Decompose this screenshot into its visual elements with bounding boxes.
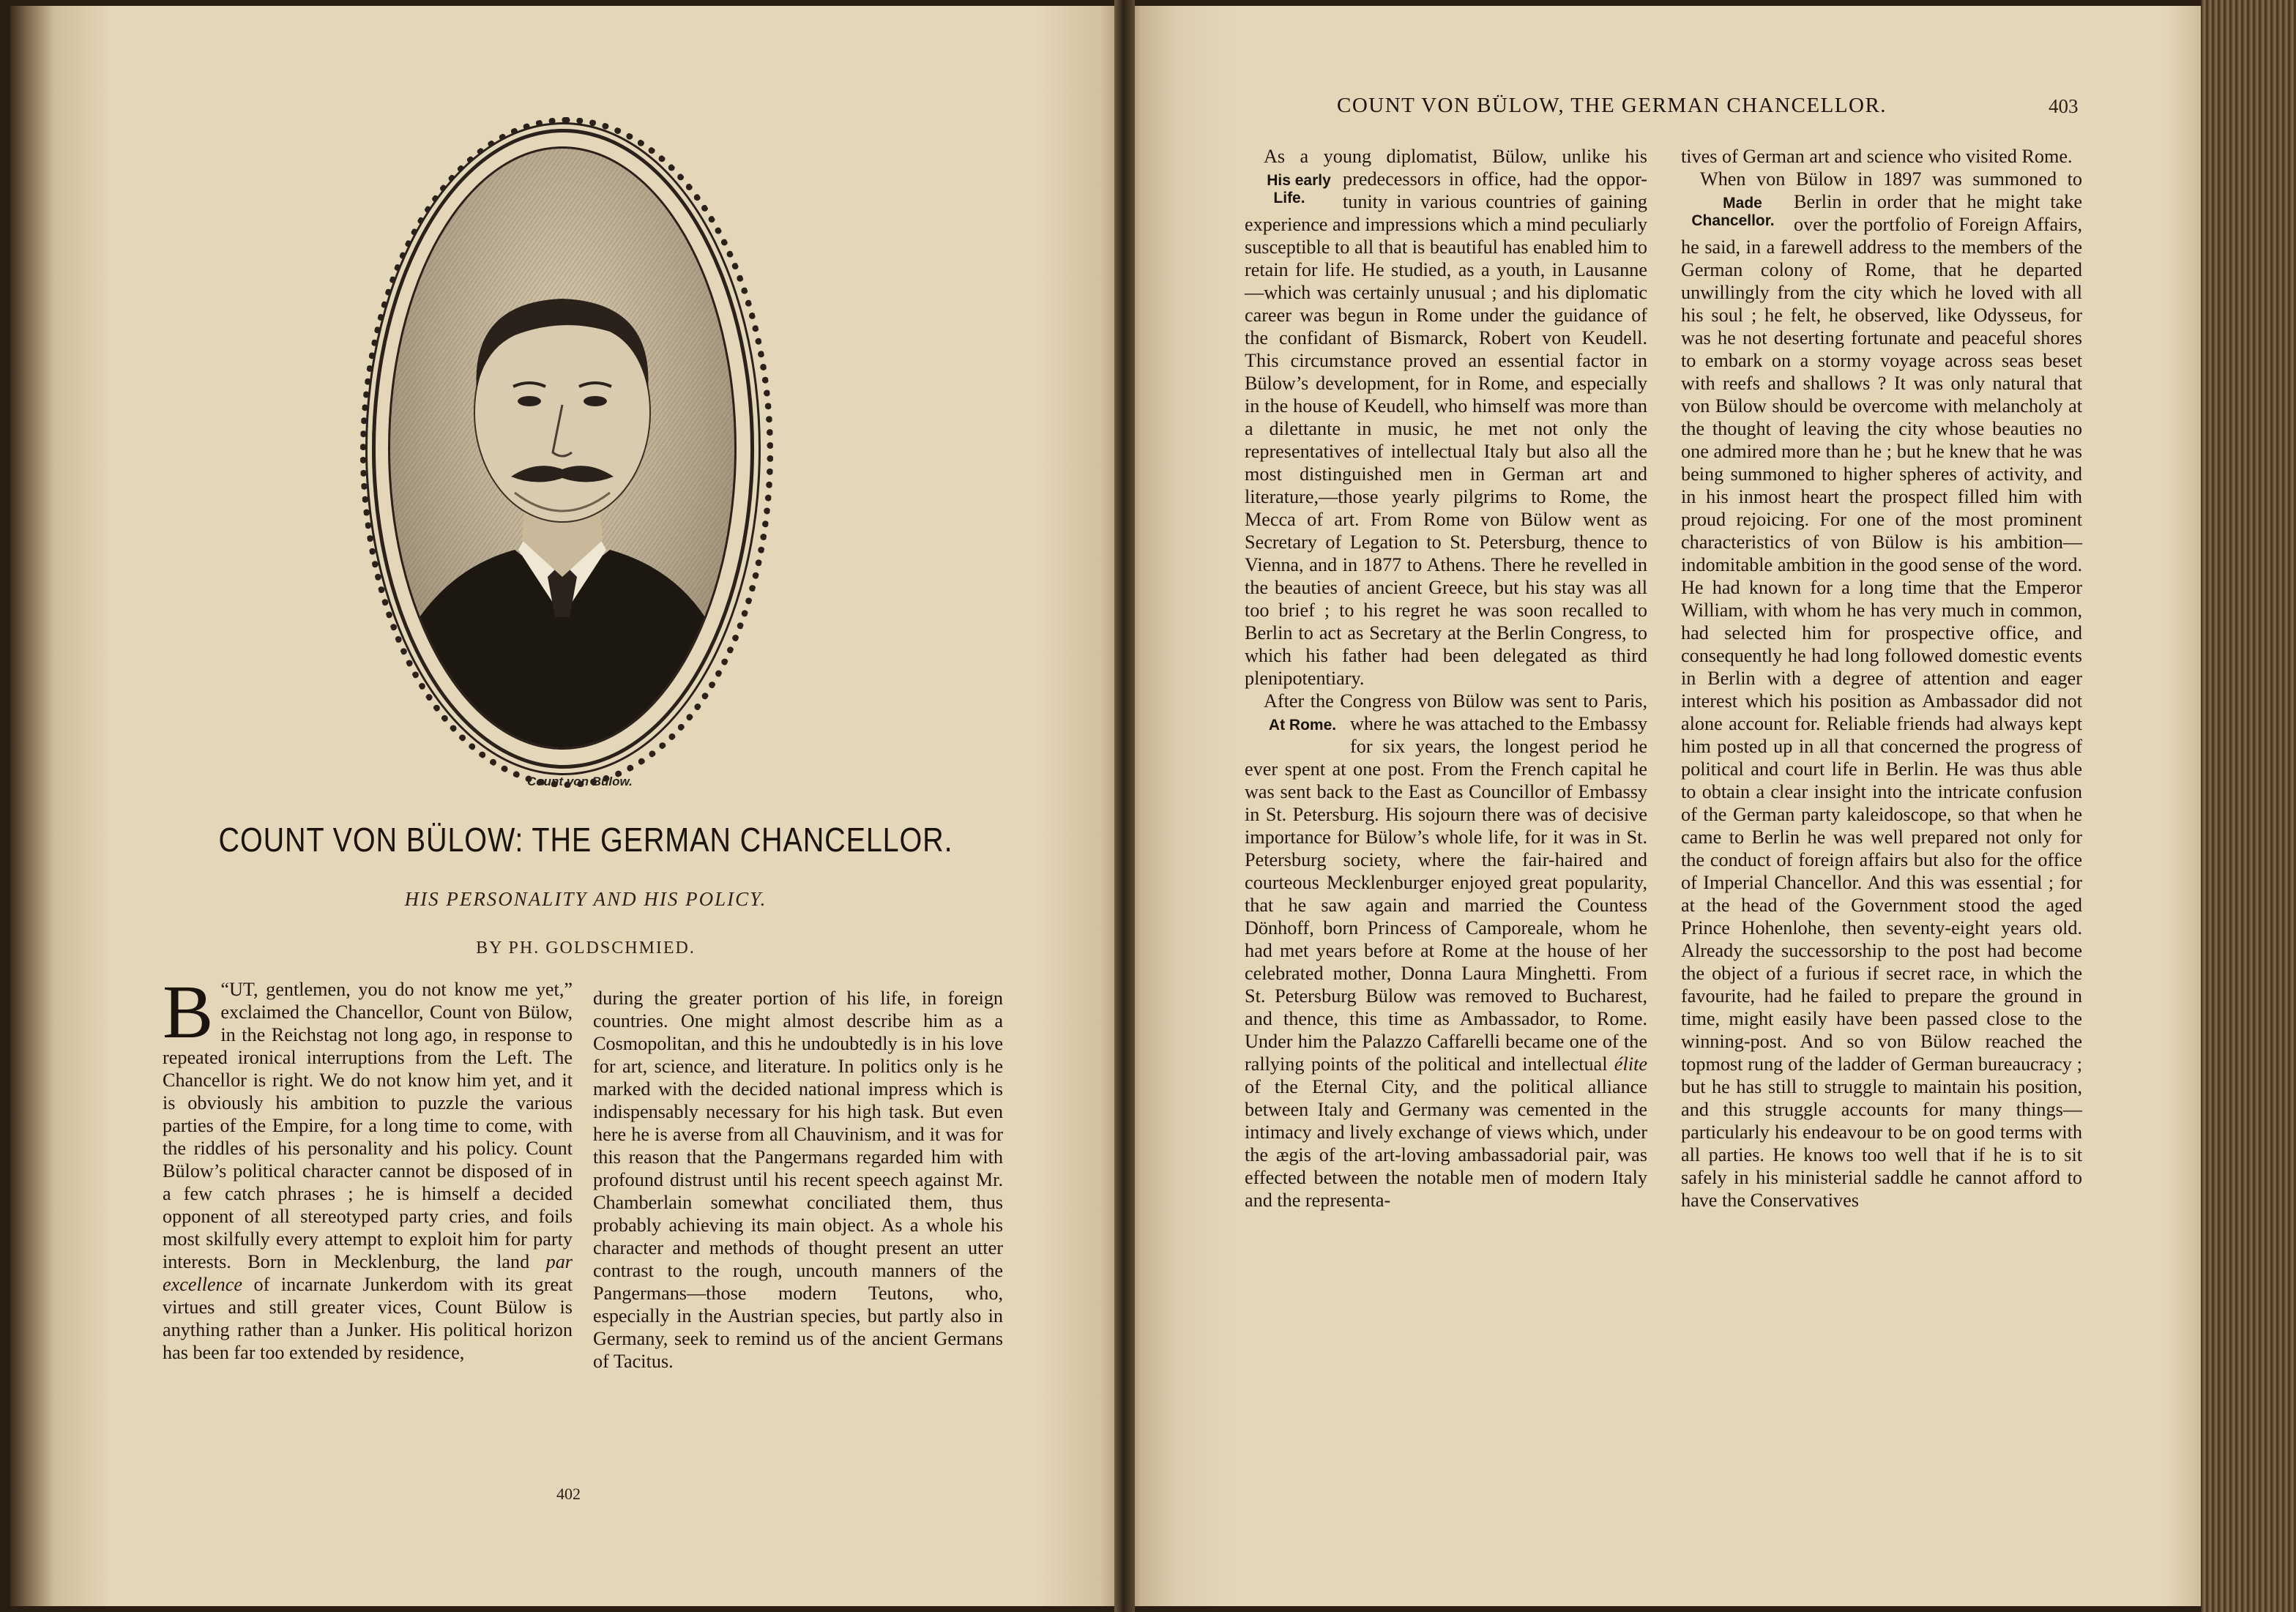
- page-edges: [2201, 0, 2296, 1612]
- page-number-403: 403: [2049, 95, 2079, 117]
- paragraph: tives of German art and science who visited Rome.: [1681, 146, 2073, 167]
- open-quote: “: [220, 979, 229, 1000]
- paragraph-text: UT, gentlemen, you do not know me yet,” exclaimed the Chancellor, Count von Bülow, in the Reichstag not long ago, in response to repeated ironical interruptions from the Left. The Chancellor is right. We do not know him yet, and it is obviously his ambition to puzzle the various parties of the Empire, for a long time to come, with the riddles of his personality and his policy. Count Bülow’s political character cannot be disposed of in a few catch phrases ; he is himself a decided opponent of all stereotyped party cries, and foils most skilfully every attempt to exploit him for party interests. Born in Mecklenburg, the land: [163, 979, 573, 1272]
- paragraph: [1245, 145, 1647, 690]
- paragraph: [1681, 168, 2082, 1212]
- paragraph-text: of incarnate Junkerdom with its great virtues and still greater vices, Count Bülow is anything rather than a Junker. His political horizon has been far too extended by residence,: [163, 1274, 573, 1363]
- left-column-1: [163, 970, 573, 1364]
- running-head: COUNT VON BÜLOW, THE GERMAN CHANCELLOR.: [1337, 94, 1887, 117]
- portrait-image: [388, 146, 737, 750]
- left-column-2: [593, 987, 1003, 1373]
- paragraph-text: of the Eternal City, and the political alliance between Italy and Germany was cemented in the intimacy and lively exchange of views which, under the ægis of the art-loving ambassadorial pair, was effected between the notable men of modern Italy and the representa-: [1245, 1076, 1647, 1211]
- paragraph-text: tunity in various countries of gaining experience and impressions which a mind peculiarly susceptible to all that is beautiful has enabled him to retain for life. He studied, as a youth, in Lausanne —which was certainly unusual ; and his diplomatic career was begun in Rome under the guidance of the confidant of Bismarck, Robert von Keudell. This circumstance proved an essential factor in Bülow’s development, for in Rome, and especially in the house of Keudell, who himself was more than a dilettante in music, he met not only the representatives of intellectual Italy but also all the most distinguished men in German art and literature,—those yearly pilgrims to Rome, the Mecca of art. From Rome von Bülow went as Secretary of Legation to St. Petersburg, thence to Vienna, and in 1877 to Athens. There he revelled in the beauties of ancient Greece, but his stay was all too brief ; to his regret he was soon recalled to Berlin to act as Secretary at the Berlin Congress, to which his father had been delegated as third plenipotentiary.: [1245, 191, 1647, 689]
- side-note-early-life: [1245, 172, 1334, 207]
- emphasis-text: par excellence: [163, 1251, 573, 1295]
- portrait-engraving: [390, 149, 734, 747]
- side-note-line: Life.: [1273, 190, 1305, 206]
- paragraph-text: As a young diplomatist, Bülow, unlike his predecessors in office, had the oppor-: [1264, 146, 1647, 190]
- article-byline: BY PH. GOLDSCHMIED.: [476, 939, 696, 958]
- paragraph-text: When von Bülow in 1897 was summoned to Berlin in order that he might: [1700, 168, 2082, 212]
- paragraph-text: After the Congress von Bülow was sent to Paris, where he was attached to the: [1264, 690, 1647, 734]
- paragraph-text: take over the portfolio of Foreign Affairs, he said, in a farewell address to the members of the German colony of Rome, that he departed unwillingly from the city which he loved with all his soul ; he felt, he observed, like Odysseus, for was he not deserting fortunate and peaceful shores to embark on a stormy voyage across seas beset with reefs and shallows ? It was only natural that von Bülow should be overcome with melancholy at the thought of leaving the city whose beauties no one admired more than he ; but he knew that he was being summoned to higher spheres of activity, and in his inmost heart the prospect filled him with proud rejoicing. For one of the most prominent characteristics of von Bülow is his ambition—indomitable ambition in the good sense of the word. He had known for a long time that the Emperor William, with whom he has very much in common, had selected him for prospective office, and consequently he had long followed domestic events in Berlin with a degree of attention and eager interest which his position as Ambassador did not alone account for. Reliable friends had always kept him posted up in all that concerned the progress of political and court life in Berlin. He was thus able to obtain a clear insight into the intricate confusion of the German party kaleidoscope, so that when he came to Berlin he was well prepared not only for the conduct of foreign affairs but also for the office of Imperial Chancellor. And this was essential ; for at the head of the Government stood the aged Prince Hohenlohe, then seventy-eight years old. Already the successorship to the post had become the object of a furious if secret race, in which the favourite, had he failed to prepare the ground in time, might easily have been passed close to the winning-post. And so von Bülow reached the topmost rung of the ladder of German bureaucracy ; but he has still to struggle to maintain his position, and this struggle accounts for many things—particularly his endeavour to be on good terms with all parties. He knows too well that if he is to sit safely in his ministerial saddle he cannot afford to have the Conservatives: [1681, 191, 2083, 1211]
- paragraph: [163, 970, 573, 1364]
- side-note-made-chancellor: [1681, 195, 1785, 230]
- right-column-2: [1681, 145, 2082, 1212]
- right-column-1: [1245, 145, 1647, 1212]
- book-gutter: [1114, 0, 1135, 1612]
- side-note-line: Made: [1723, 195, 1762, 212]
- article-title: COUNT VON BÜLOW: THE GERMAN CHANCELLOR.: [218, 821, 953, 859]
- article-subtitle: HIS PERSONALITY AND HIS POLICY.: [404, 888, 767, 910]
- page-number-402: 402: [556, 1485, 581, 1503]
- portrait-caption: Count von Bülow.: [527, 775, 633, 788]
- paragraph: during the greater portion of his life, in foreign countries. One might almost describe him as a Cosmopolitan, and this he undoubtedly is in his love for art, science, and literature. In politics only is he marked with the decided national impress which is indispensably necessary for his high task. But even here he is averse from all Chauvinism, and it was for this reason that the Pangermans regarded him with profound distrust until his recent speech against Mr. Chamberlain somewhat conciliated them, thus probably achieving its main object. As a whole his character and methods of thought present an utter contrast to the rough, uncouth manners of the Pangermans—those modern Teutons, who, especially in the Austrian species, but partly also in Germany, seek to remind us of the ancient Germans of Tacitus.: [593, 988, 1003, 1372]
- drop-cap: B: [163, 970, 214, 1054]
- side-note-at-rome: At Rome.: [1268, 717, 1337, 734]
- paragraph-text: Embassy for six years, the longest period he ever spent at one post. From the French capital he was sent back to the East as Councillor of Embassy in St. Petersburg. His sojourn there was of decisive importance for Bülow’s whole life, for it was in St. Petersburg society, where the fair-haired and courteous Mecklenburger enjoyed great popularity, that he saw again and married the Countess Dönhoff, born Princess of Camporeale, whom he had met years before at Rome at the house of her celebrated mother, Donna Laura Minghetti. From St. Petersburg Bülow was removed to Bucharest, and thence, this time as Ambassador, to Rome. Under him the Palazzo Caffarelli became one of the rallying points of the political and intellectual: [1245, 713, 1648, 1075]
- emphasis-text: élite: [1614, 1053, 1647, 1075]
- paragraph: [1245, 690, 1647, 1212]
- side-note-line: Chancellor.: [1691, 212, 1775, 229]
- side-note-line: His early: [1267, 172, 1331, 189]
